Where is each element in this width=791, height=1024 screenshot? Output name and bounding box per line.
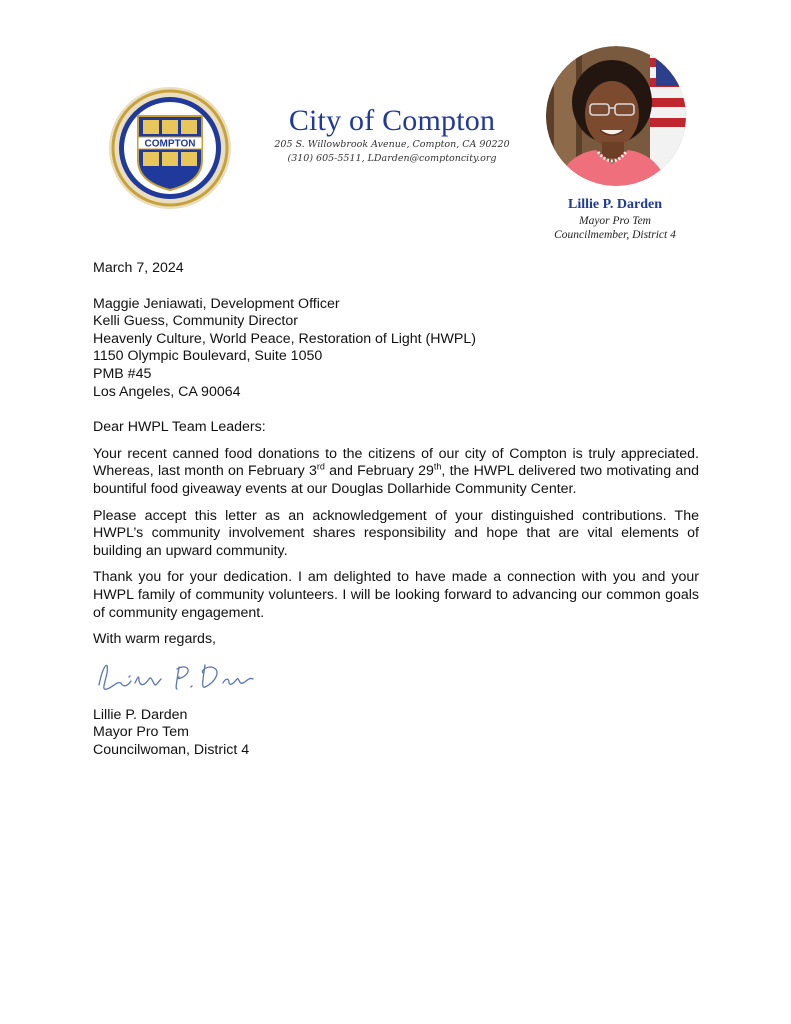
ordinal-suffix: rd <box>316 461 325 472</box>
paragraph-1-text: and February 29 <box>324 463 434 480</box>
official-district: Councilmember, District 4 <box>554 229 676 241</box>
official-portrait-photo <box>546 46 686 186</box>
letter-body <box>93 260 699 759</box>
recipient-line: Kelli Guess, Community Director <box>93 313 298 330</box>
official-info <box>520 196 710 242</box>
letterhead <box>262 104 522 166</box>
paragraph-3: Thank you for your dedication. I am delighted to have made a connection with you and your HWPL family of community volunteers. I will be looking forward to advancing our common goals of community engagement. <box>93 569 699 621</box>
letter-date: March 7, 2024 <box>93 260 184 276</box>
closing: With warm regards, <box>93 631 216 648</box>
salutation: Dear HWPL Team Leaders: <box>93 419 266 436</box>
paragraph-1-text: Your recent canned food donations to the citizens of our city of Compton is truly appreciated. Whereas, last month on February 3 <box>93 445 699 480</box>
recipient-line: Maggie Jeniawati, Development Officer <box>93 295 340 312</box>
address-line: 205 S. Willowbrook Avenue, Compton, CA 90220 <box>274 139 510 150</box>
recipient-address <box>93 296 699 402</box>
signoff-block <box>93 707 699 760</box>
signoff-name: Lillie P. Darden <box>93 706 188 723</box>
city-seal-logo <box>108 86 232 210</box>
recipient-line: 1150 Olympic Boulevard, Suite 1050 <box>93 348 323 365</box>
signoff-district: Councilwoman, District 4 <box>93 741 250 758</box>
ordinal-suffix: th <box>433 461 442 472</box>
recipient-line: Heavenly Culture, World Peace, Restoration of Light (HWPL) <box>93 330 476 347</box>
official-title: Mayor Pro Tem <box>579 215 651 227</box>
recipient-line: PMB #45 <box>93 365 152 382</box>
paragraph-1-text: , the HWPL delivered two motivating and bountiful food giveaway events at our Douglas Dollarhide Community Center. <box>93 463 699 497</box>
paragraph-2: Please accept this letter as an acknowledgement of your distinguished contributions. The HWPL’s community involvement shares responsibility and hope that are vital elements of building an upward community. <box>93 507 699 559</box>
official-name: Lillie P. Darden <box>568 197 662 212</box>
seal-text: COMPTON <box>144 138 196 150</box>
contact-line: (310) 605-5511, LDarden@comptoncity.org <box>287 153 497 164</box>
city-name: City of Compton <box>288 104 496 137</box>
paragraph-1 <box>93 446 699 499</box>
handwritten-signature <box>93 655 263 699</box>
signoff-title: Mayor Pro Tem <box>93 724 189 741</box>
recipient-line: Los Angeles, CA 90064 <box>93 383 241 400</box>
